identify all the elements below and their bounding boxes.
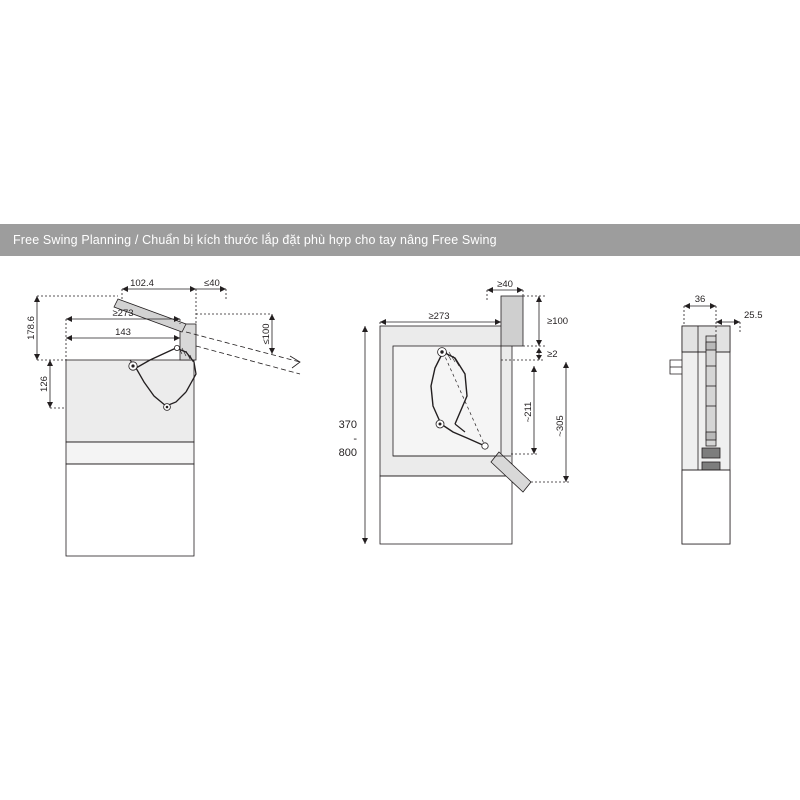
dim-211: ~211 xyxy=(523,401,534,423)
title-bar xyxy=(0,224,800,256)
dim-25-5: 25.5 xyxy=(744,310,763,321)
dim-370: 370 xyxy=(338,419,357,431)
dim-le40: ≤40 xyxy=(204,278,220,289)
figure-front-open-view xyxy=(0,256,340,586)
figure-side-section-view xyxy=(335,256,625,586)
dim-102-4: 102.4 xyxy=(130,278,154,289)
dim-ge273: ≥273 xyxy=(112,308,134,319)
dim-ge40: ≥40 xyxy=(497,279,513,290)
dim-126: 126 xyxy=(39,376,50,392)
page-title: Free Swing Planning / Chuẩn bị kích thước lắp đặt phù hợp cho tay nâng Free Swing xyxy=(13,233,497,247)
dim-305: ~305 xyxy=(555,415,566,437)
dim-range-dash: - xyxy=(353,433,357,445)
figure-detail-view xyxy=(640,256,800,586)
dim-ge100: ≥100 xyxy=(547,316,569,327)
dim-178-6: 178.6 xyxy=(26,316,37,340)
technical-drawing xyxy=(0,256,800,586)
dim-ge2: ≥2 xyxy=(547,349,558,360)
dim-le100: ≤100 xyxy=(261,323,272,345)
dim-800: 800 xyxy=(338,447,357,459)
dim-ge273-side: ≥273 xyxy=(428,311,450,322)
dim-143: 143 xyxy=(115,327,131,338)
dim-36: 36 xyxy=(694,294,706,305)
